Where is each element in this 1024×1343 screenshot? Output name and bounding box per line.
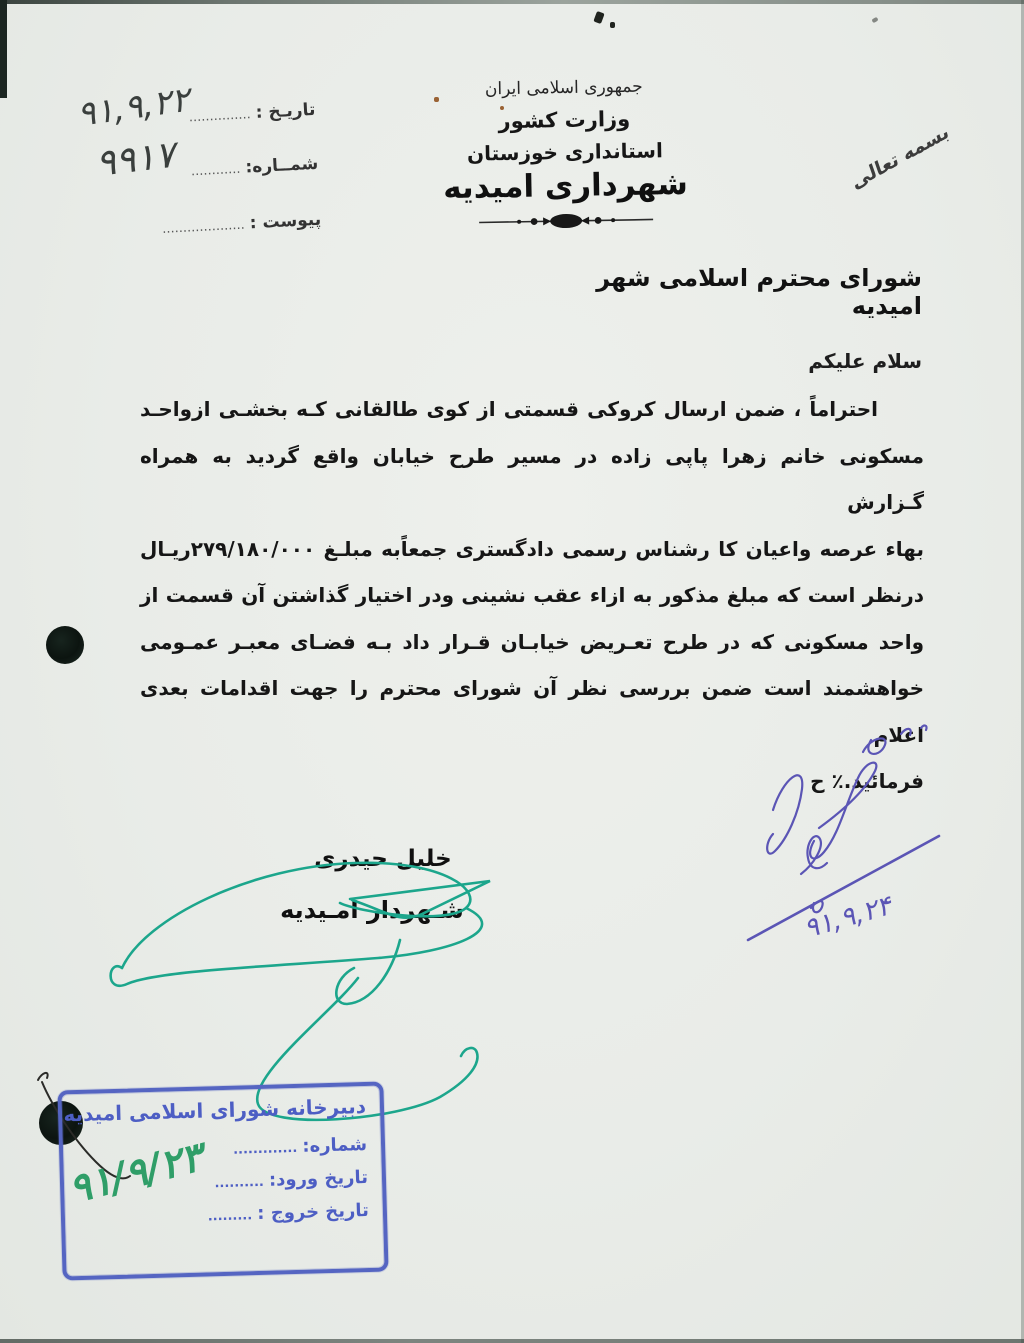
body-line: بهاء عرصه واعیان کا رشناس رسمی دادگستری جمعاًبه مبلـغ ۲۷۹/۱۸۰/۰۰۰ریـال bbox=[140, 536, 924, 561]
attachment-dotted-line: .................... bbox=[161, 217, 246, 237]
body-line: فرمائید.٪ ح bbox=[810, 769, 924, 793]
hole-punch-top bbox=[46, 626, 84, 664]
secretariat-stamp bbox=[57, 1081, 388, 1280]
stamp-number-dots: ............. bbox=[232, 1140, 298, 1158]
divider-ornament-icon bbox=[477, 210, 655, 231]
body-line: خواهشمند است ضمن بررسی نظر آن شورای محترم را جهت اقدامات بعدی اعلام bbox=[140, 676, 924, 747]
ink-speck bbox=[593, 11, 604, 24]
letterhead-ministry: وزارت کشور bbox=[498, 106, 631, 134]
signatory-name: خلیل حیدری bbox=[314, 846, 452, 872]
recipient-heading: شورای محترم اسلامی شهر امیدیه bbox=[596, 264, 922, 320]
ink-speck bbox=[610, 22, 615, 28]
letterhead-governorate: استانداری خوزستان bbox=[466, 138, 664, 166]
letterhead-municipality: شهرداری امیدیه bbox=[442, 165, 689, 207]
body-line: مسکونی خانم زهرا پاپی زاده در مسیر طرح خیابان واقع گردید به همراه گـزارش bbox=[140, 443, 924, 514]
number-row bbox=[78, 132, 319, 187]
stamp-exit-label: تاریخ خروج : bbox=[256, 1199, 370, 1225]
signatory-title: شـهردار امـیدیه bbox=[280, 896, 464, 924]
body-line: درنظر است که مبلغ مذکور به ازاء عقب نشینی ودر اختیار گذاشتن آن قسمت از bbox=[140, 583, 924, 607]
stamp-entry-handwritten-date: ۹۱/۹/۲۳ bbox=[64, 1133, 208, 1213]
handwritten-note-date: ۹۱,۹,۲۴ bbox=[800, 890, 896, 945]
attachment-row bbox=[81, 210, 322, 243]
scan-edge-left bbox=[0, 0, 7, 98]
besmellah-calligraphy: بسمه تعالی bbox=[849, 120, 952, 194]
divider-ornament bbox=[401, 209, 731, 237]
stamp-number-label: شماره: bbox=[302, 1133, 368, 1157]
salutation: سلام علیکم bbox=[808, 349, 922, 373]
letter-meta-block bbox=[74, 79, 322, 242]
stamp-entry-dots: .......... bbox=[214, 1174, 265, 1192]
handwritten-number: ۹۹۱۷ bbox=[93, 132, 178, 185]
body-line: احتراماً ، ضمن ارسال کروکی قسمتی از کوی طالقانی کـه بخشـی ازواحـد bbox=[140, 397, 878, 421]
number-dotted-line: ............ bbox=[190, 161, 241, 180]
handwritten-note-scribble bbox=[715, 712, 980, 957]
number-label: شمــاره: bbox=[244, 153, 319, 178]
handwritten-date: ۹۱,۹,۲۲ bbox=[74, 79, 193, 135]
scan-edge-top bbox=[0, 0, 1024, 4]
attachment-label: پیوست : bbox=[249, 209, 322, 234]
letterhead bbox=[399, 75, 732, 237]
stamp-exit-row bbox=[65, 1200, 383, 1230]
date-dotted-line: ............... bbox=[188, 107, 252, 126]
scan-edge-bottom bbox=[0, 1339, 1024, 1343]
stamp-title: دبیرخانه شورای اسلامی امیدیه bbox=[63, 1093, 367, 1127]
stamp-entry-label: تاریخ ورود: bbox=[268, 1166, 369, 1191]
date-row bbox=[74, 79, 316, 135]
date-label: تاریـخ : bbox=[255, 99, 316, 123]
stamp-exit-dots: ......... bbox=[207, 1208, 253, 1225]
ink-speck bbox=[871, 17, 878, 23]
letterhead-country: جمهوری اسلامی ایران bbox=[484, 76, 643, 100]
body-line: واحد مسکونی که در طرح تعـریض خیابـان قـرار داد بـه فضـای معبـر عمـومی bbox=[140, 629, 924, 654]
